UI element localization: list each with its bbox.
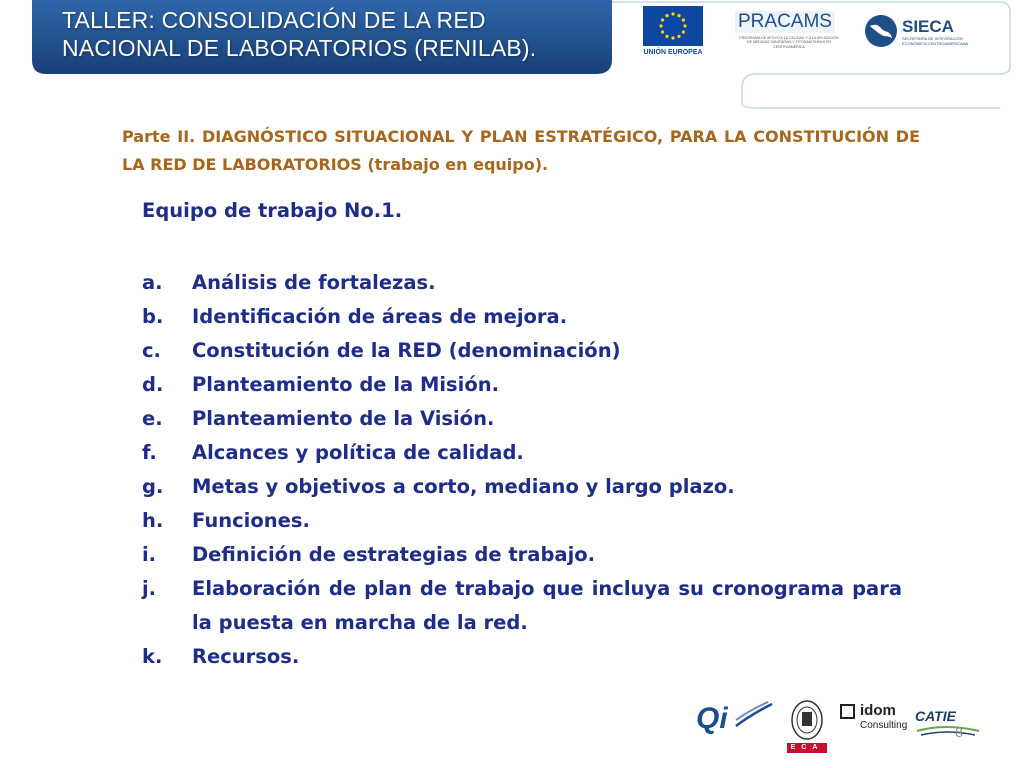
task-letter: h. (142, 509, 164, 532)
task-item-k (142, 640, 902, 674)
qi-logo (696, 700, 776, 740)
task-letter: b. (142, 305, 164, 328)
bv-text: ECA (787, 743, 827, 753)
sieca-subtitle: SECRETARÍA DE INTEGRACIÓN ECONÓMICA CENTROAMERICANA (902, 36, 969, 46)
task-text: Constitución de la RED (denominación) (192, 339, 621, 362)
task-text: Planteamiento de la Visión. (192, 407, 495, 430)
pracams-logo (731, 6, 845, 60)
eu-flag-icon (643, 6, 703, 46)
task-item-d (142, 368, 902, 402)
qi-text: Qi (696, 702, 728, 735)
qi-swoosh-icon (734, 700, 774, 730)
task-item-a (142, 266, 902, 300)
team-title: Equipo de trabajo No.1. (142, 199, 403, 222)
task-text: Alcances y política de calidad. (192, 441, 524, 464)
bureau-veritas-logo (787, 700, 827, 756)
task-text: Definición de estrategias de trabajo. (192, 543, 596, 566)
sieca-logo (864, 14, 984, 50)
task-letter: a. (142, 271, 163, 294)
task-text: Planteamiento de la Misión. (192, 373, 500, 396)
idom-subtitle: Consulting (860, 720, 908, 731)
sieca-name: SIECA (902, 17, 954, 36)
task-text: Análisis de fortalezas. (192, 271, 436, 294)
pracams-subtitle: PROGRAMA DE APOYO A LA CALIDAD Y A LA APLICACIÓN DE MEDIDAS SANITARIAS Y FITOSANITARIAS EN CENTROAMÉRICA (739, 36, 839, 49)
task-item-i (142, 538, 902, 572)
slide-title-line-2: NACIONAL DE LABORATORIOS (RENILAB). (62, 35, 537, 61)
task-list (142, 266, 902, 674)
task-letter: k. (142, 645, 163, 668)
task-item-f (142, 436, 902, 470)
task-letter: d. (142, 373, 164, 396)
task-text: Elaboración de plan de trabajo que incluya su cronograma para la puesta en marcha de la red. (192, 577, 902, 634)
task-letter: e. (142, 407, 163, 430)
task-item-h (142, 504, 902, 538)
task-letter: g. (142, 475, 164, 498)
catie-swoosh-icon (915, 725, 981, 737)
task-letter: i. (142, 543, 157, 566)
eu-caption: UNIÓN EUROPEA (643, 49, 703, 56)
pracams-name: PRACAMS (735, 11, 835, 33)
intro-paragraph: Parte II. DIAGNÓSTICO SITUACIONAL Y PLAN ESTRATÉGICO, PARA LA CONSTITUCIÓN DE LA RED DE LABORATORIOS (trabajo en equipo). (122, 127, 920, 174)
task-item-g (142, 470, 902, 504)
bureau-veritas-seal-icon (787, 700, 827, 742)
task-letter: f. (142, 441, 157, 464)
slide-title-line-1: TALLER: CONSOLIDACIÓN DE LA RED (62, 7, 486, 33)
idom-name: idom (860, 702, 896, 719)
sieca-globe-icon (864, 14, 898, 48)
eu-stars-icon (643, 6, 703, 46)
catie-name: CATIE (915, 708, 956, 724)
page-number: 8 (955, 724, 963, 740)
task-text: Identificación de áreas de mejora. (192, 305, 568, 328)
idom-logo (840, 702, 906, 736)
task-item-j (142, 572, 902, 640)
task-text: Recursos. (192, 645, 300, 668)
eu-logo (643, 6, 703, 58)
task-letter: j. (142, 577, 157, 600)
task-item-e (142, 402, 902, 436)
slide-title (62, 6, 622, 62)
task-item-c (142, 334, 902, 368)
catie-logo (915, 708, 985, 738)
task-text: Metas y objetivos a corto, mediano y largo plazo. (192, 475, 735, 498)
task-text: Funciones. (192, 509, 310, 532)
task-letter: c. (142, 339, 161, 362)
header-banner (0, 0, 1024, 80)
task-item-b (142, 300, 902, 334)
idom-box-icon (840, 704, 855, 719)
